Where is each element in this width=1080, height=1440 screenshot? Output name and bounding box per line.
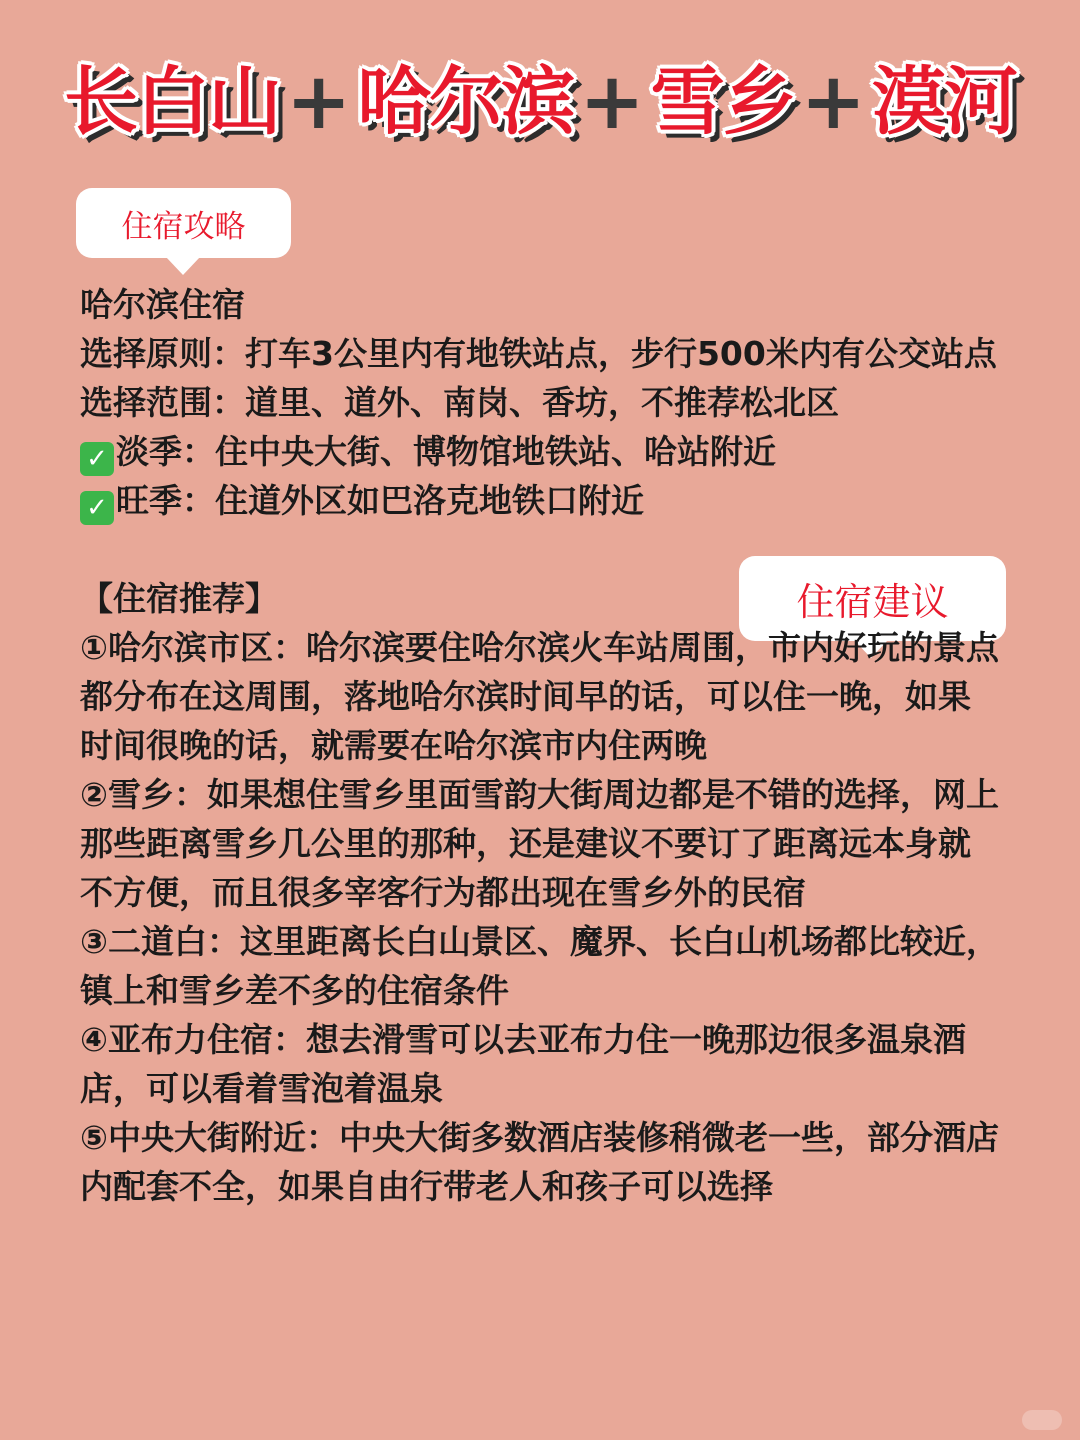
recommend-item: ②雪乡：如果想住雪乡里面雪韵大街周边都是不错的选择，网上那些距离雪乡几公里的那种，还是建议不要订了距离远本身就不方便，而且很多宰客行为都出现在雪乡外的民宿: [80, 775, 999, 912]
harbin-principle: 选择原则：打车3公里内有地铁站点，步行500米内有公交站点: [80, 334, 997, 373]
plus-icon: +: [800, 57, 867, 147]
recommend-item: ④亚布力住宿：想去滑雪可以去亚布力住一晚那边很多温泉酒店，可以看着雪泡着温泉: [80, 1020, 966, 1108]
plus-icon: +: [285, 57, 352, 147]
accommodation-guide-bubble: [76, 188, 291, 258]
page-title: [0, 52, 1080, 152]
plus-icon: +: [579, 57, 645, 147]
spacer: [80, 525, 1000, 574]
recommend-item: ③二道白：这里距离长白山景区、魔界、长白山机场都比较近，镇上和雪乡差不多的住宿条件: [80, 922, 999, 1010]
harbin-off-season: [80, 427, 1000, 476]
harbin-heading: 哈尔滨住宿: [80, 285, 245, 324]
check-mark-icon: ✓: [80, 491, 114, 525]
title-word-mohe: 漠河: [872, 59, 1017, 145]
accommodation-guide-label: 住宿攻略: [121, 208, 246, 245]
accommodation-advice-label: 住宿建议: [796, 580, 949, 624]
harbin-scope: 选择范围：道里、道外、南岗、香坊，不推荐松北区: [80, 383, 839, 422]
title-word-xuexiang: 雪乡: [650, 59, 795, 145]
title-word-changbaishan: 长白山: [63, 59, 280, 145]
check-mark-icon: ✓: [80, 442, 114, 476]
harbin-peak-season: [80, 476, 1000, 525]
recommend-item: ⑤中央大街附近：中央大街多数酒店装修稍微老一些，部分酒店内配套不全，如果自由行带老人和孩子可以选择: [80, 1118, 999, 1206]
recommend-heading: 【住宿推荐】: [80, 579, 278, 618]
peak-season-text: 旺季：住道外区如巴洛克地铁口附近: [116, 481, 644, 520]
off-season-text: 淡季：住中央大街、博物馆地铁站、哈站附近: [116, 432, 776, 471]
recommend-item: ①哈尔滨市区：哈尔滨要住哈尔滨火车站周围，市内好玩的景点都分布在这周围，落地哈尔滨时间早的话，可以住一晚，如果时间很晚的话，就需要在哈尔滨市内住两晚: [80, 628, 999, 765]
watermark: [1022, 1410, 1062, 1430]
article-body: [80, 280, 1000, 1211]
title-word-harbin: 哈尔滨: [357, 59, 574, 145]
